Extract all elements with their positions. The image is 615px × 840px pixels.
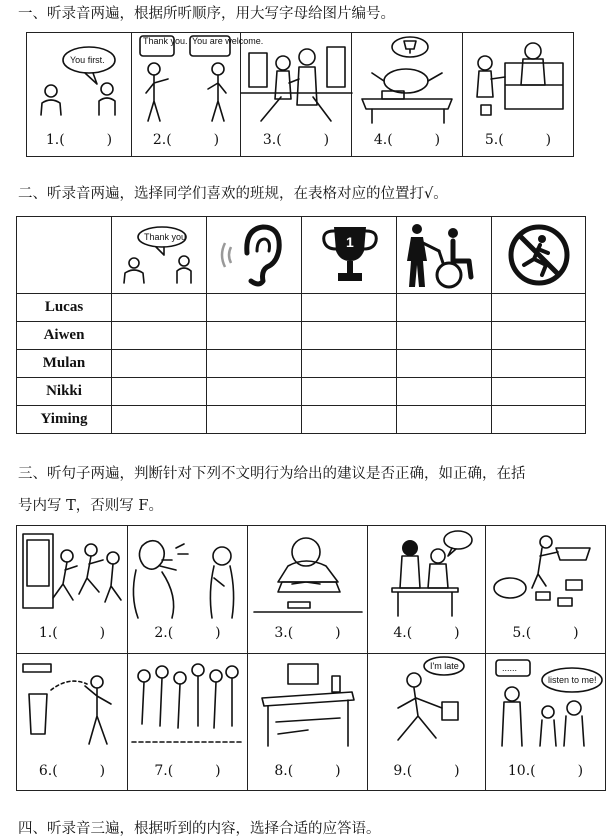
part3-picture-5 bbox=[486, 526, 605, 653]
check-cell[interactable] bbox=[112, 378, 207, 406]
table-row bbox=[17, 406, 586, 434]
check-cell[interactable] bbox=[302, 350, 397, 378]
check-cell[interactable] bbox=[112, 322, 207, 350]
part3-picture-6 bbox=[17, 654, 128, 790]
part3-picture-7 bbox=[128, 654, 248, 790]
check-cell[interactable] bbox=[397, 294, 492, 322]
part1-picture-3 bbox=[241, 33, 352, 156]
answer-blank-3-1[interactable]: 1.( ) bbox=[38, 625, 106, 641]
table-row bbox=[17, 378, 586, 406]
svg-text:listen to me!: listen to me! bbox=[548, 675, 597, 685]
answer-blank-3-6[interactable]: 6.( ) bbox=[38, 763, 106, 779]
boy-running-late-picture bbox=[368, 654, 486, 758]
svg-text:Thank you.: Thank you. bbox=[143, 36, 188, 46]
check-cell[interactable] bbox=[302, 378, 397, 406]
part3-row-1 bbox=[17, 526, 605, 654]
part1-picture-4 bbox=[352, 33, 463, 156]
wheelchair-help-icon bbox=[397, 217, 492, 293]
ear-listening-icon bbox=[207, 217, 302, 293]
check-cell[interactable] bbox=[397, 406, 492, 434]
part3-picture-9 bbox=[368, 654, 486, 790]
answer-blank-3-9[interactable]: 9.( ) bbox=[393, 763, 460, 779]
answer-blank-3-10[interactable]: 10.( ) bbox=[507, 763, 584, 779]
student-name: Nikki bbox=[17, 378, 112, 406]
answer-blank-3-7[interactable]: 7.( ) bbox=[154, 763, 221, 779]
answer-blank-3-2[interactable]: 2.( ) bbox=[154, 625, 221, 641]
part1-picture-5 bbox=[463, 33, 573, 156]
table-header-row bbox=[17, 217, 586, 294]
check-cell[interactable] bbox=[397, 350, 492, 378]
student-name: Mulan bbox=[17, 350, 112, 378]
check-cell[interactable] bbox=[397, 322, 492, 350]
part3-picture-2 bbox=[128, 526, 248, 653]
check-cell[interactable] bbox=[112, 406, 207, 434]
section-1-heading: 一、听录音两遍，根据所听顺序，用大写字母给图片编号。 bbox=[18, 6, 395, 22]
student-sleeping-on-desk-picture bbox=[248, 526, 368, 622]
check-cell[interactable] bbox=[207, 294, 302, 322]
part3-row-2 bbox=[17, 654, 605, 790]
student-at-desk-trophy-picture bbox=[352, 33, 463, 128]
answer-blank-1[interactable]: 1.( ) bbox=[45, 132, 113, 148]
empty-corner-cell bbox=[17, 217, 112, 294]
part3-picture-1 bbox=[17, 526, 128, 653]
rule-polite-cell bbox=[112, 217, 207, 294]
answer-blank-3-8[interactable]: 8.( ) bbox=[274, 763, 341, 779]
svg-text:1: 1 bbox=[346, 234, 354, 250]
check-cell[interactable] bbox=[207, 378, 302, 406]
table-row bbox=[17, 350, 586, 378]
rule-no-running-cell bbox=[492, 217, 586, 294]
crowd-queue-picture bbox=[128, 654, 248, 758]
check-cell[interactable] bbox=[492, 378, 586, 406]
answer-blank-3-4[interactable]: 4.( ) bbox=[393, 625, 460, 641]
student-name: Yiming bbox=[17, 406, 112, 434]
part3-picture-4 bbox=[368, 526, 486, 653]
check-cell[interactable] bbox=[492, 322, 586, 350]
table-row bbox=[17, 322, 586, 350]
check-cell[interactable] bbox=[397, 378, 492, 406]
check-cell[interactable] bbox=[112, 350, 207, 378]
rule-listen-cell bbox=[207, 217, 302, 294]
trophy-icon bbox=[302, 217, 397, 293]
answer-blank-3-3[interactable]: 3.( ) bbox=[274, 625, 341, 641]
part1-picture-2 bbox=[132, 33, 264, 156]
class-rules-table bbox=[16, 216, 586, 434]
two-kids-talking-picture bbox=[27, 33, 132, 128]
check-cell[interactable] bbox=[492, 406, 586, 434]
section-4-heading: 四、听录音三遍，根据听到的内容，选择合适的应答语。 bbox=[18, 821, 381, 837]
messy-desk-with-books-picture bbox=[248, 654, 368, 758]
rule-help-others-cell bbox=[397, 217, 492, 294]
answer-blank-5[interactable]: 5.( ) bbox=[484, 132, 552, 148]
svg-text:......: ...... bbox=[502, 663, 518, 673]
section-3-heading-line-2: 号内写 T，否则写 F。 bbox=[18, 498, 163, 514]
students-chatting-in-class-picture bbox=[368, 526, 486, 622]
section-3-heading-line-1: 三、听句子两遍，判断针对下列不文明行为给出的建议是否正确，如正确，在括 bbox=[18, 466, 526, 482]
check-cell[interactable] bbox=[302, 322, 397, 350]
part1-picture-row bbox=[26, 32, 574, 157]
kids-interrupting-picture bbox=[486, 654, 605, 758]
check-cell[interactable] bbox=[302, 406, 397, 434]
answer-blank-2[interactable]: 2.( ) bbox=[152, 132, 220, 148]
check-cell[interactable] bbox=[207, 350, 302, 378]
answer-blank-3[interactable]: 3.( ) bbox=[262, 132, 330, 148]
check-cell[interactable] bbox=[492, 350, 586, 378]
check-cell[interactable] bbox=[112, 294, 207, 322]
part1-picture-1 bbox=[27, 33, 132, 156]
part3-picture-10 bbox=[486, 654, 605, 790]
throwing-trash-picture bbox=[17, 654, 128, 758]
kid-with-grandpa-sofa-picture bbox=[463, 33, 573, 128]
svg-text:You are welcome.: You are welcome. bbox=[192, 36, 264, 46]
kids-running-in-hallway-picture bbox=[17, 526, 128, 622]
check-cell[interactable] bbox=[492, 294, 586, 322]
svg-text:I'm late: I'm late bbox=[430, 661, 459, 671]
thank-you-scene-picture bbox=[132, 33, 264, 128]
student-name: Lucas bbox=[17, 294, 112, 322]
svg-text:You first.: You first. bbox=[70, 55, 105, 65]
part3-picture-3 bbox=[248, 526, 368, 653]
check-cell[interactable] bbox=[302, 294, 397, 322]
svg-text:Thank you: Thank you bbox=[144, 232, 187, 242]
check-cell[interactable] bbox=[207, 322, 302, 350]
messy-desk-picture bbox=[486, 526, 605, 622]
no-running-icon bbox=[492, 217, 586, 293]
part3-picture-8 bbox=[248, 654, 368, 790]
check-cell[interactable] bbox=[207, 406, 302, 434]
table-row bbox=[17, 294, 586, 322]
boy-shouting-picture bbox=[128, 526, 248, 622]
answer-blank-3-5[interactable]: 5.( ) bbox=[512, 625, 579, 641]
student-name: Aiwen bbox=[17, 322, 112, 350]
part3-picture-grid bbox=[16, 525, 606, 791]
rule-trophy-cell bbox=[302, 217, 397, 294]
kid-helping-grandma-picture bbox=[241, 33, 352, 128]
section-2-heading: 二、听录音两遍，选择同学们喜欢的班规，在表格对应的位置打√。 bbox=[18, 186, 448, 202]
thank-you-kids-icon bbox=[112, 217, 207, 293]
answer-blank-4[interactable]: 4.( ) bbox=[373, 132, 441, 148]
